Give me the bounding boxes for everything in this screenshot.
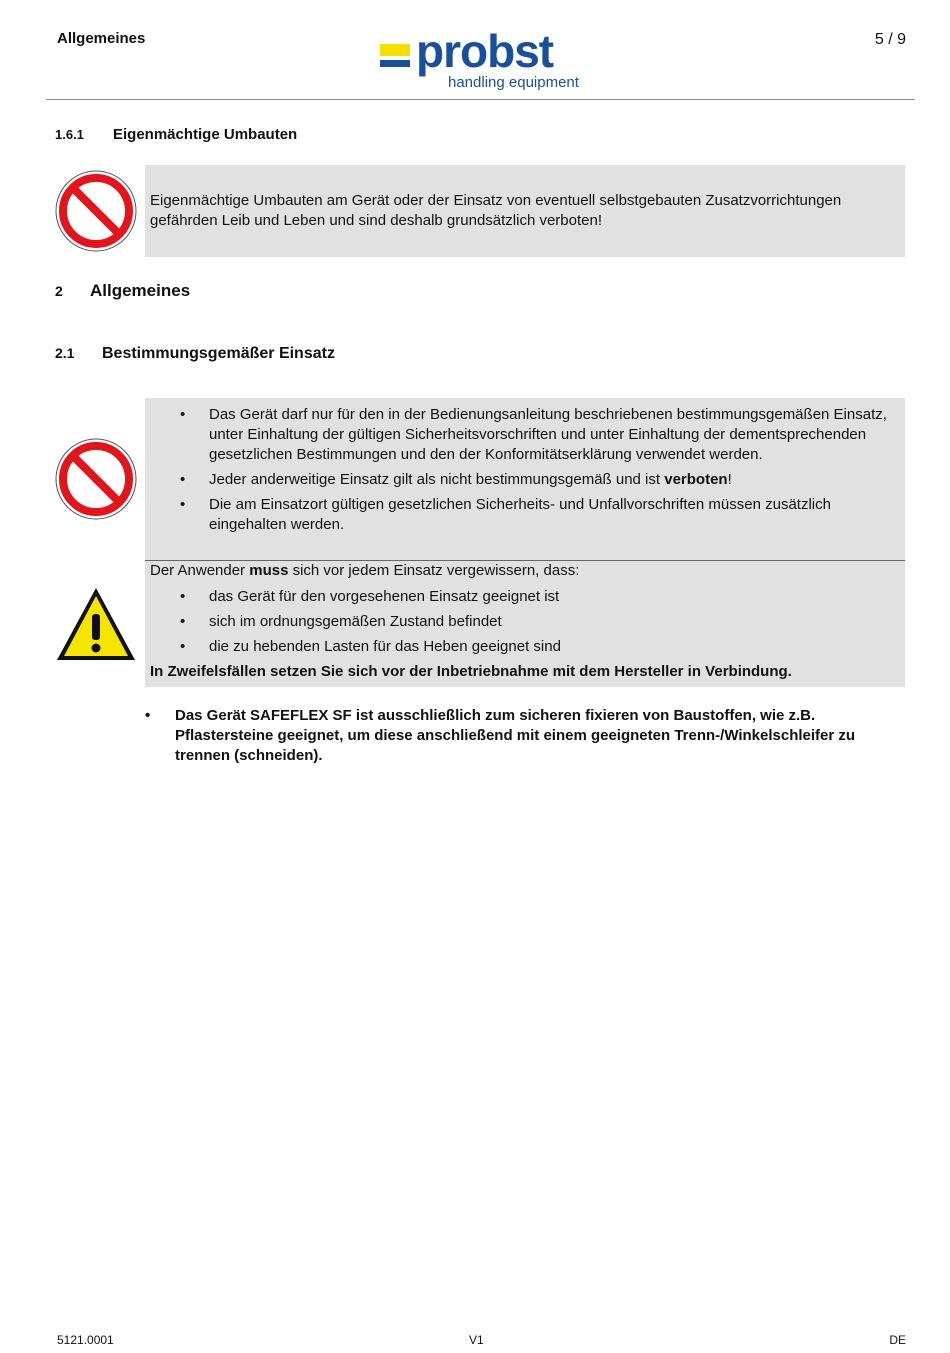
section-2-1-heading xyxy=(55,345,335,363)
bullet-glyph: • xyxy=(145,707,151,724)
list-item: • die zu hebenden Lasten für das Heben geeignet sind xyxy=(150,637,890,657)
section-2-heading xyxy=(55,281,190,301)
section-number: 2.1 xyxy=(55,345,75,361)
doc-number: 5121.0001 xyxy=(57,1333,114,1347)
list-item-bold: verboten xyxy=(664,471,728,488)
prohibition-list xyxy=(150,405,890,540)
list-item: • das Gerät für den vorgesehenen Einsatz geeignet ist xyxy=(150,587,890,607)
warning-intro-pre: Der Anwender xyxy=(150,562,250,579)
prohibition-icon xyxy=(55,438,137,520)
list-item-text: Jeder anderweitige Einsatz gilt als nicht bestimmungsgemäß und ist xyxy=(209,471,665,488)
warning-closing: In Zweifelsfällen setzen Sie sich vor der Inbetriebnahme mit dem Hersteller in Verbindung. xyxy=(150,663,792,680)
version: V1 xyxy=(469,1333,484,1347)
logo-yellow-bar xyxy=(380,44,410,56)
header-section-title: Allgemeines xyxy=(57,30,146,47)
section-title: Eigenmächtige Umbauten xyxy=(113,126,298,143)
prohibition-box xyxy=(145,398,905,560)
notice-text: Eigenmächtige Umbauten am Gerät oder der Einsatz von eventuell selbstgebauten Zusatzvorrichtungen gefährden Leib und Leben und sind deshalb grundsätzlich verboten! xyxy=(150,192,842,229)
list-item xyxy=(150,470,890,490)
page-number: 5 / 9 xyxy=(874,31,906,48)
section-1-6-1-heading xyxy=(55,126,297,143)
logo-word: probst xyxy=(416,25,554,77)
list-item: • Das Gerät darf nur für den in der Bedienungsanleitung beschriebenen bestimmungsgemäßen Einsatz, unter Einhaltung der gültigen Sicherheitsvorschriften und unter Einhaltung der dementsprechenden gesetzlichen Bestimmungen und den der Konformitätserklärung verwendet werden. xyxy=(150,405,890,465)
section-title: Allgemeines xyxy=(90,281,191,300)
warning-box xyxy=(145,561,905,687)
header-divider xyxy=(46,99,915,100)
section-number: 1.6.1 xyxy=(55,127,84,142)
list-item-end: ! xyxy=(727,471,732,488)
usage-text: Das Gerät SAFEFLEX SF ist ausschließlich zum sicheren fixieren von Baustoffen, wie z.B. Pflastersteine geeignet, um diese anschließend mit einem geeigneten Trenn-/Winkelschleifer zu trennen (schneiden). xyxy=(175,707,856,764)
warning-intro xyxy=(150,561,895,581)
usage-statement xyxy=(145,706,905,766)
logo-blue-bar xyxy=(380,60,410,67)
section-title: Bestimmungsgemäßer Einsatz xyxy=(102,345,335,362)
warning-intro-post: sich vor jedem Einsatz vergewissern, dass: xyxy=(288,562,580,579)
notice-box-umbauten xyxy=(145,165,905,257)
section-number: 2 xyxy=(55,283,63,299)
probst-logo xyxy=(378,25,593,94)
warning-intro-bold: muss xyxy=(249,562,289,579)
list-item: • sich im ordnungsgemäßen Zustand befindet xyxy=(150,612,890,632)
warning-list xyxy=(150,587,890,662)
prohibition-icon xyxy=(55,170,137,252)
logo-tagline: handling equipment xyxy=(448,74,579,91)
language: DE xyxy=(889,1333,906,1347)
warning-icon xyxy=(55,586,137,662)
list-item: • Die am Einsatzort gültigen gesetzlichen Sicherheits- und Unfallvorschriften müssen zusätzlich eingehalten werden. xyxy=(150,495,890,535)
